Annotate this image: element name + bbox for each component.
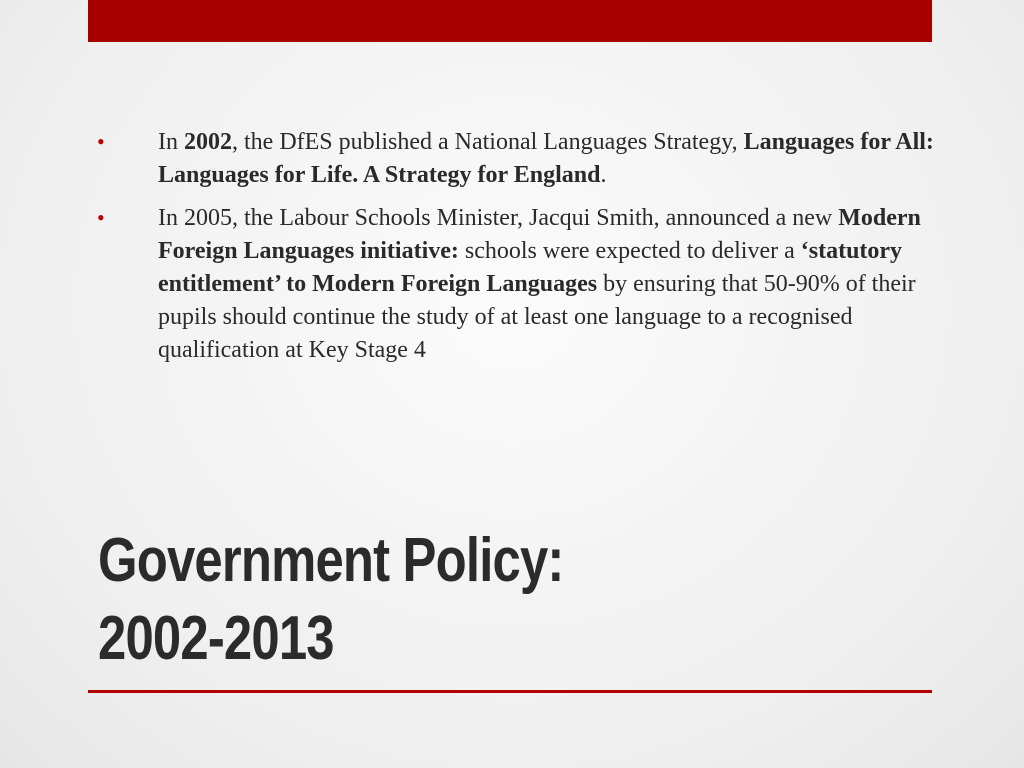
bullet-item: [95, 126, 935, 192]
text-segment: , the DfES published a National Languages Strategy,: [232, 129, 744, 155]
slide-title-line-2: 2002-2013: [98, 604, 334, 673]
text-segment: .: [600, 162, 607, 188]
bold-segment: Languages for All: Languages for Life. A Strategy for England: [158, 129, 934, 188]
bold-segment: Modern Foreign Languages initiative:: [158, 205, 921, 264]
bottom-accent-line: [88, 690, 932, 693]
bold-segment: ‘statutory entitlement’ to Modern Foreign Languages: [158, 238, 903, 297]
slide-title-line-1: Government Policy:: [98, 526, 564, 595]
bullet-marker: •: [97, 205, 105, 230]
bullet-list: [95, 126, 935, 377]
text-segment: schools were expected to deliver a: [458, 238, 801, 264]
slide-title: [98, 522, 564, 678]
bullet-item: [95, 202, 935, 367]
bullet-text: [158, 205, 921, 363]
bullet-marker: •: [97, 129, 105, 154]
text-segment: In 2005, the Labour Schools Minister, Jacqui Smith, announced a new: [158, 205, 839, 231]
text-segment: In: [158, 129, 184, 155]
bullet-text: [158, 129, 934, 188]
top-accent-band: [88, 0, 932, 42]
bold-segment: 2002: [184, 129, 232, 155]
text-segment: by ensuring that 50-90% of their pupils should continue the study of at least one language to a recognised qualification at Key Stage 4: [158, 271, 916, 363]
